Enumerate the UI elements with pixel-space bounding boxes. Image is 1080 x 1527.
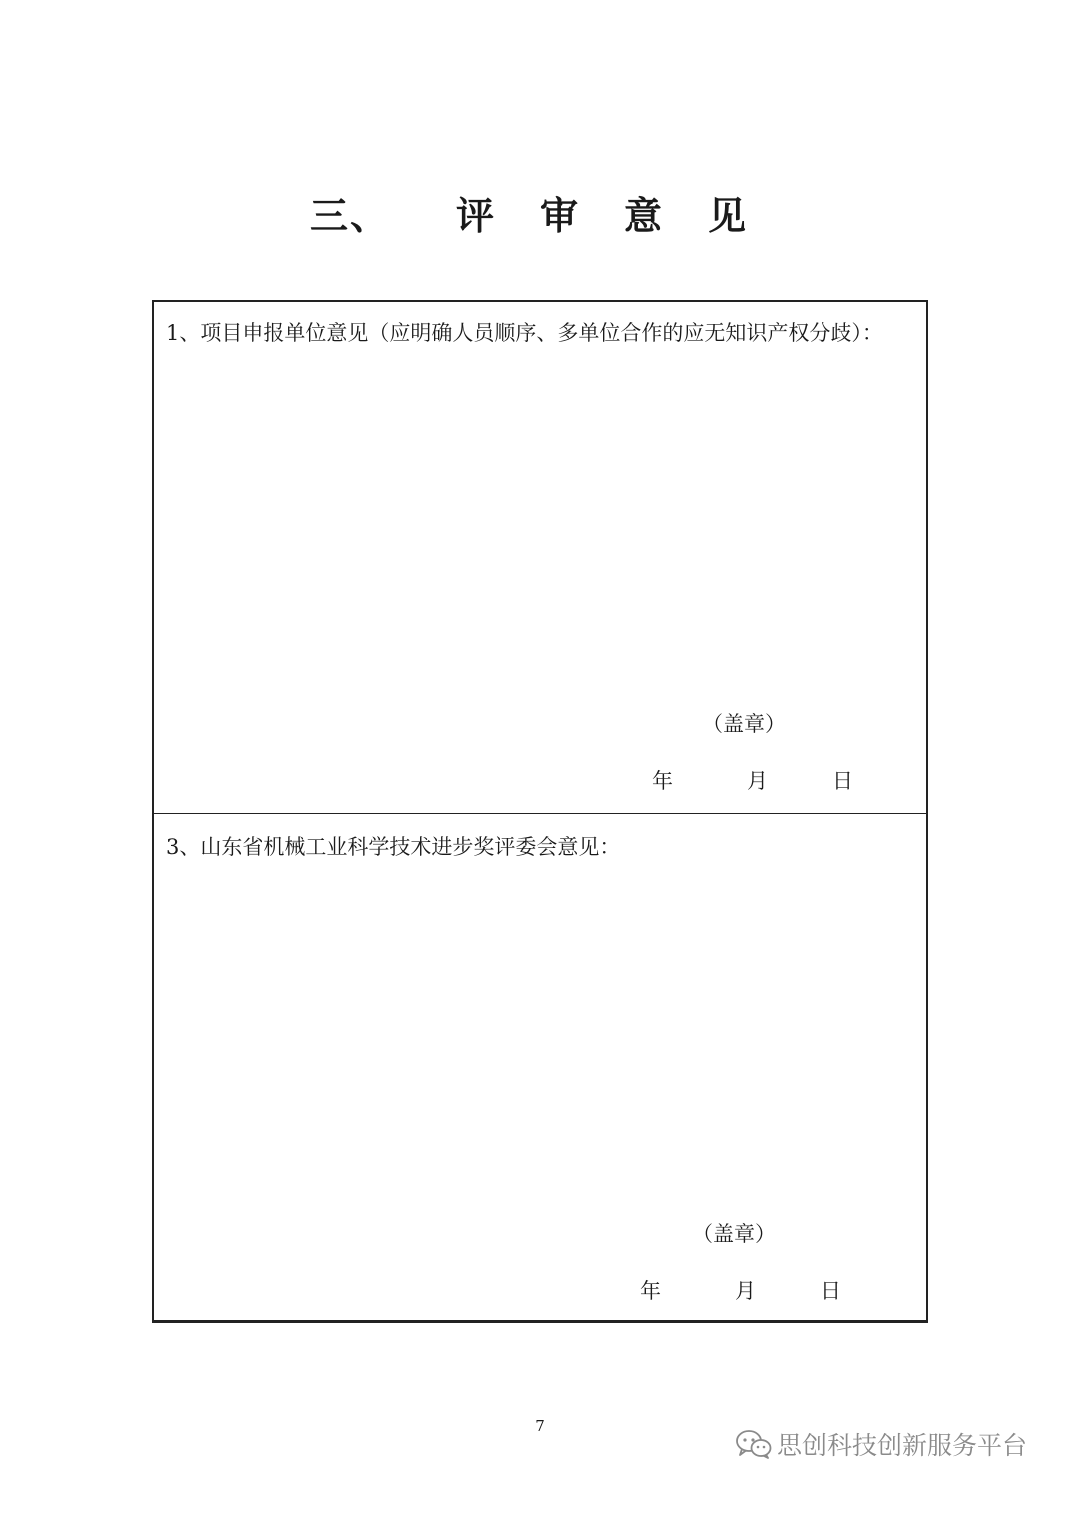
date-year-label: 年 <box>640 1279 661 1303</box>
review-opinion-table <box>152 300 928 1322</box>
wechat-icon <box>735 1429 773 1459</box>
committee-opinion-label: 3、山东省机械工业科学技术进步奖评委会意见： <box>166 835 621 859</box>
date-month-label: 月 <box>747 769 768 793</box>
date-day-label: 日 <box>832 769 853 793</box>
applicant-opinion-label: 1、项目申报单位意见（应明确人员顺序、多单位合作的应无知识产权分歧）： <box>166 321 883 345</box>
watermark-text: 思创科技创新服务平台 <box>777 1431 1028 1460</box>
watermark <box>735 1426 1027 1462</box>
date-year-label: 年 <box>652 769 673 793</box>
page-title <box>0 186 1080 246</box>
title-number: 三、 <box>309 194 390 238</box>
title-char: 评 <box>455 194 496 238</box>
committee-opinion-section[interactable] <box>154 814 926 1322</box>
date-month-label: 月 <box>735 1279 756 1303</box>
page-number: 7 <box>535 1417 545 1435</box>
applicant-opinion-section[interactable] <box>154 302 926 814</box>
title-char: 见 <box>708 194 749 238</box>
committee-seal-label: （盖章） <box>692 1222 776 1246</box>
title-char: 意 <box>624 194 665 238</box>
date-day-label: 日 <box>820 1279 841 1303</box>
applicant-seal-label: （盖章） <box>702 712 786 736</box>
title-char: 审 <box>539 194 580 238</box>
